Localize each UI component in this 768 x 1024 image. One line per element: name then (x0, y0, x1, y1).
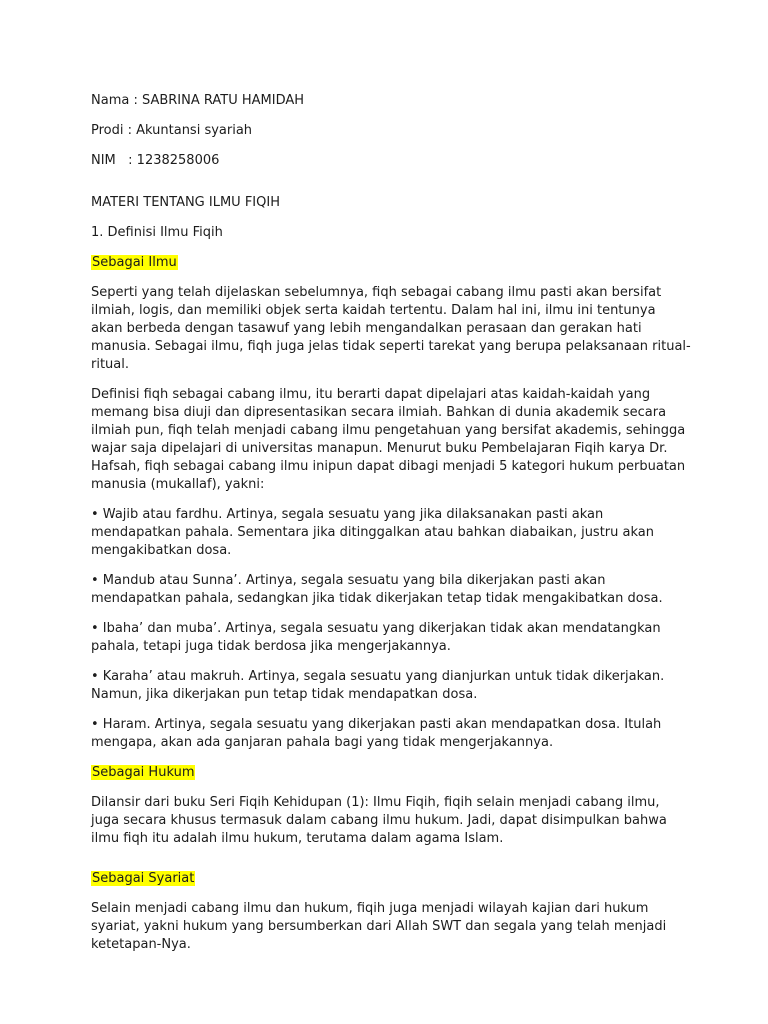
student-name: Nama : SABRINA RATU HAMIDAH (91, 93, 305, 108)
bullet-ibaha: • Ibaha’ dan muba’. Artinya, segala sesuatu yang dikerjakan tidak akan mendatangkan pahala, tetapi juga tidak berdosa jika mengerjakannya. (91, 621, 661, 654)
bullet-wajib: • Wajib atau fardhu. Artinya, segala sesuatu yang jika dilaksanakan pasti akan mendapatkan pahala. Sementara jika ditinggalkan atau bahkan diabaikan, justru akan mengakibatkan dosa. (91, 507, 654, 558)
highlight: Sebagai Syariat (92, 871, 195, 886)
section-subtitle: 1. Definisi Ilmu Fiqih (91, 225, 223, 240)
paragraph-ilmu-2: Definisi fiqh sebagai cabang ilmu, itu berarti dapat dipelajari atas kaidah-kaidah yang memang bisa diuji dan dipresentasikan secara ilmiah. Bahkan di dunia akademik secara ilmiah pun, fiqh telah menjadi cabang ilmu pengetahuan yang bersifat akademis, sehingga wajar saja dipelajari di universitas manapun. Menurut buku Pembelajaran Fiqih karya Dr. Hafsah, fiqh sebagai cabang ilmu inipun dapat dibagi menjadi 5 kategori hukum perbuatan manusia (mukallaf), yakni: (91, 387, 686, 492)
heading-sebagai-hukum (91, 764, 691, 782)
document-body (91, 92, 691, 966)
document-title: MATERI TENTANG ILMU FIQIH (91, 195, 280, 210)
bullet-mandub: • Mandub atau Sunna’. Artinya, segala sesuatu yang bila dikerjakan pasti akan mendapatkan pahala, sedangkan jika tidak dikerjakan tetap tidak mengakibatkan dosa. (91, 573, 663, 606)
bullet-haram: • Haram. Artinya, segala sesuatu yang dikerjakan pasti akan mendapatkan dosa. Itulah mengapa, akan ada ganjaran pahala bagi yang tidak mengerjakannya. (91, 717, 662, 750)
highlight: Sebagai Hukum (92, 765, 195, 780)
highlight: Sebagai Ilmu (92, 255, 177, 270)
heading-sebagai-ilmu (91, 254, 691, 272)
paragraph-hukum-1: Dilansir dari buku Seri Fiqih Kehidupan (1): Ilmu Fiqih, fiqih selain menjadi cabang ilmu, juga secara khusus termasuk dalam cabang ilmu hukum. Jadi, dapat disimpulkan bahwa ilmu fiqh itu adalah ilmu hukum, terutama dalam agama Islam. (91, 795, 667, 846)
student-prodi: Prodi : Akuntansi syariah (91, 123, 253, 138)
heading-sebagai-syariat (91, 870, 691, 888)
student-nim: NIM : 1238258006 (91, 153, 220, 168)
bullet-karaha: • Karaha’ atau makruh. Artinya, segala sesuatu yang dianjurkan untuk tidak dikerjakan. Namun, jika dikerjakan pun tetap tidak mendapatkan dosa. (91, 669, 665, 702)
paragraph-syariat-1: Selain menjadi cabang ilmu dan hukum, fiqih juga menjadi wilayah kajian dari hukum syariat, yakni hukum yang bersumberkan dari Allah SWT dan segala yang telah menjadi ketetapan-Nya. (91, 901, 667, 952)
paragraph-ilmu-1: Seperti yang telah dijelaskan sebelumnya, fiqh sebagai cabang ilmu pasti akan bersifat ilmiah, logis, dan memiliki objek serta kaidah tertentu. Dalam hal ini, ilmu ini tentunya akan berbeda dengan tasawuf yang lebih mengandalkan perasaan dan gerakan hati manusia. Sebagai ilmu, fiqh juga jelas tidak seperti tarekat yang berupa pelaksanaan ritual-ritual. (91, 285, 691, 372)
